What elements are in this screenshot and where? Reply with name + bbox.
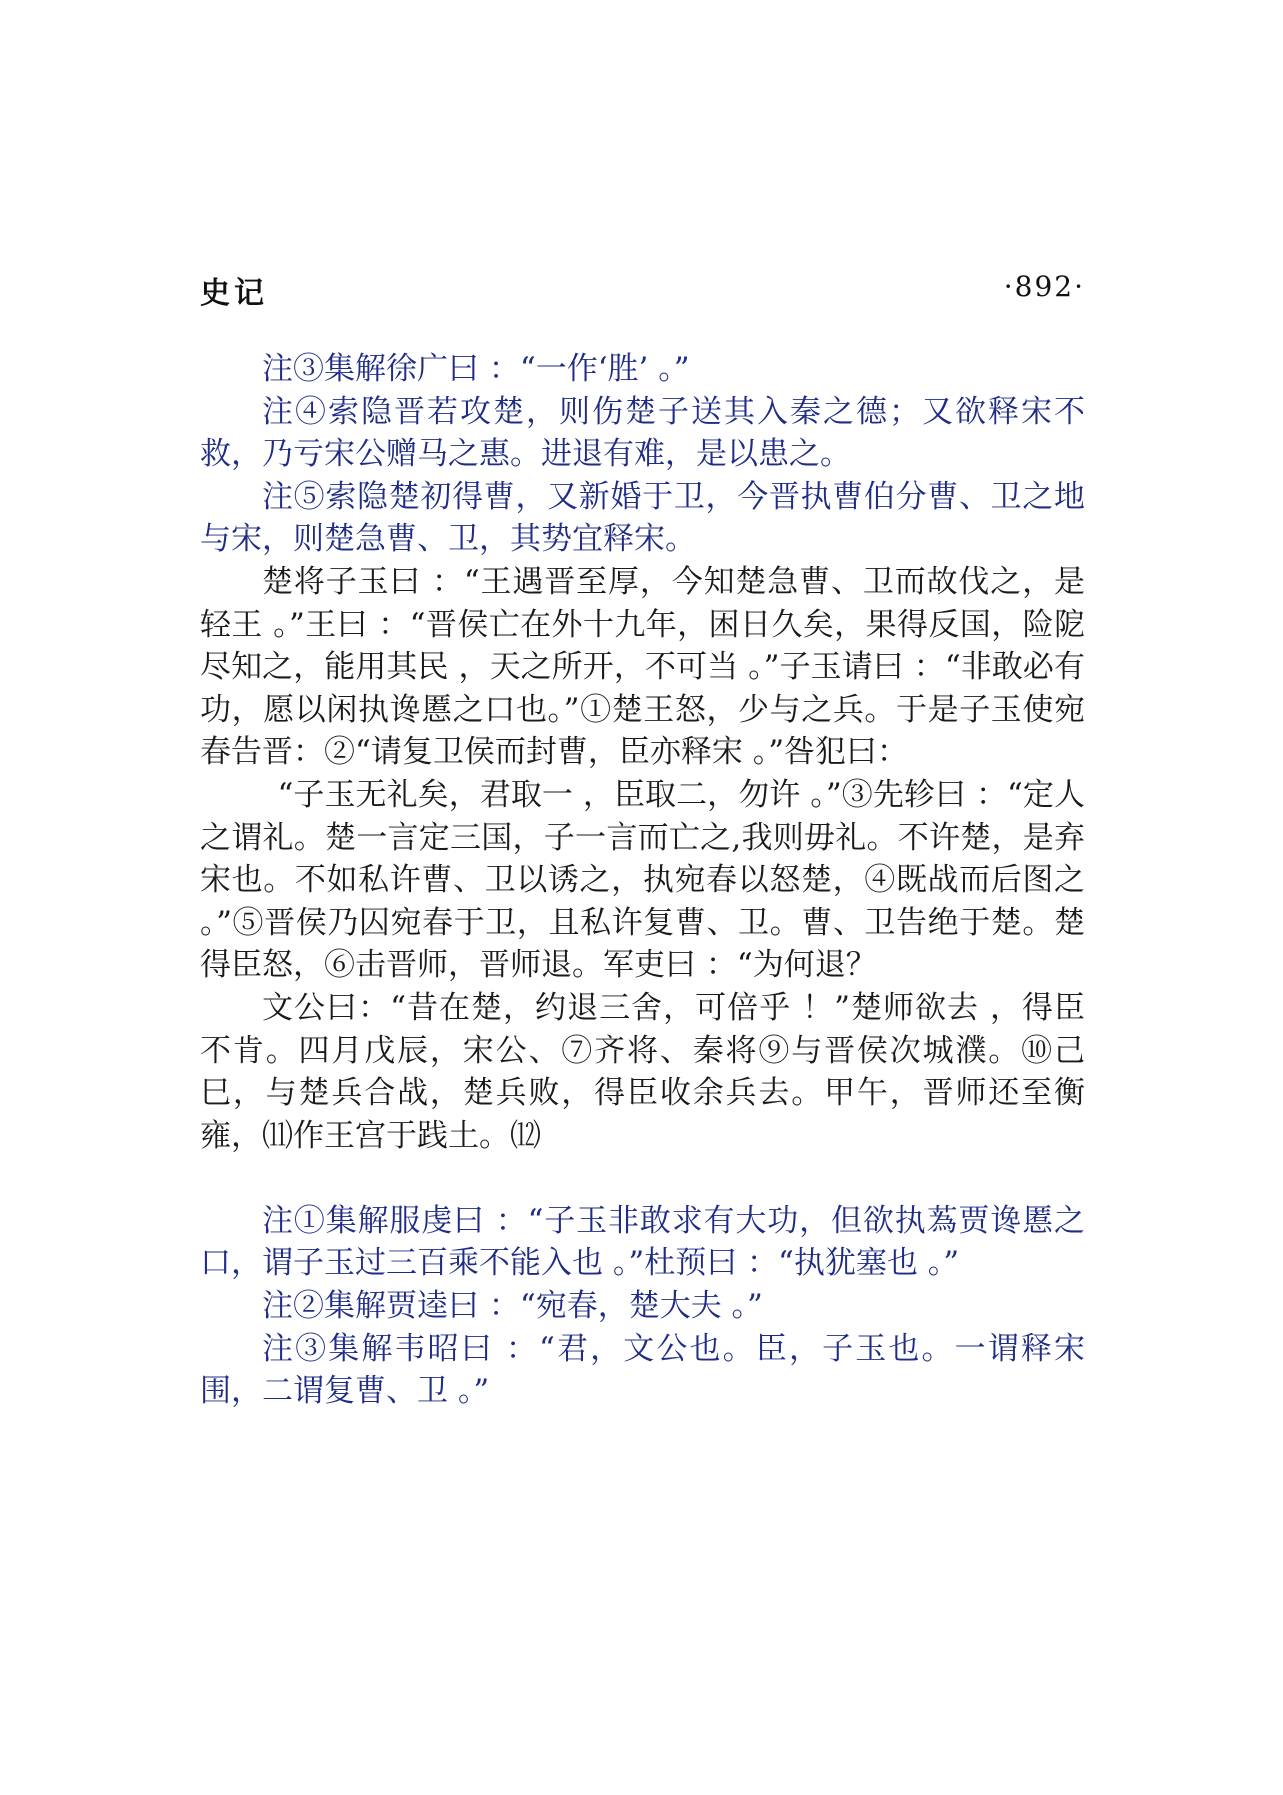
note-paragraph: 注⑤索隐楚初得曹，又新婚于卫，今晋执曹伯分曹、卫之地与宋，则楚急曹、卫，其势宜释宋。 <box>200 478 1085 558</box>
note-paragraph: 注②集解贾逵曰 ：“宛春，楚大夫 。” <box>262 1288 763 1325</box>
note-paragraph: 注④索隐晋若攻楚，则伤楚子送其入秦之德；又欲释宋不救，乃亏宋公赠马之惠。进退有难，是以患之。 <box>200 393 1085 473</box>
main-paragraph: 文公曰：“昔在楚，约退三舍，可倍乎 ！”楚师欲去 ，得臣不肯。四月戊辰，宋公、⑦齐将、秦将⑨与晋侯次城濮。⑩己巳，与楚兵合战，楚兵败，得臣收余兵去。甲午，晋师还至衡雍，⑾作王宫于践土。⑿ <box>200 989 1085 1154</box>
page-number: ·892· <box>1003 270 1085 303</box>
paragraph-gap <box>200 1157 1085 1200</box>
main-paragraph: 楚将子玉曰 ：“王遇晋至厚，今知楚急曹、卫而故伐之，是轻王 。”王曰 ：“晋侯亡在外十九年，困日久矣，果得反国，险阸尽知之，能用其民 ，天之所开，不可当 。”子玉请曰 ：“非敢必有功，愿以闲执谗慝之口也。”①楚王怒，少与之兵。于是子玉使宛春告晋：②“请复卫侯而封曹，臣亦释宋 。”咎犯曰： <box>200 563 1085 771</box>
book-title: 史记 <box>200 276 268 311</box>
page-body <box>200 348 1085 1413</box>
note-paragraph: 注①集解服虔曰 ：“子玉非敢求有大功，但欲执蒍贾谗慝之口，谓子玉过三百乘不能入也 。”杜预曰 ：“执犹塞也 。” <box>200 1202 1085 1282</box>
note-paragraph: 注③集解徐广曰 ：“一作‘胜’ 。” <box>262 351 690 387</box>
note-paragraph: 注③集解韦昭曰 ：“君，文公也。臣，子玉也。一谓释宋围，二谓复曹、卫 。” <box>200 1330 1085 1410</box>
main-paragraph: “子玉无礼矣，君取一 ，臣取二，勿许 。”③先轸曰 ：“定人之谓礼。楚一言定三国，子一言而亡之,我则毋礼。不许楚，是弃宋也。不如私许曹、卫以诱之，执宛春以怒楚，④既战而后图之 。”⑤晋侯乃囚宛春于卫，且私许复曹、卫。曹、卫告绝于楚。楚得臣怒，⑥击晋师，晋师退。军吏曰 ：“为何退？ <box>200 776 1085 984</box>
page-header <box>200 268 1085 312</box>
